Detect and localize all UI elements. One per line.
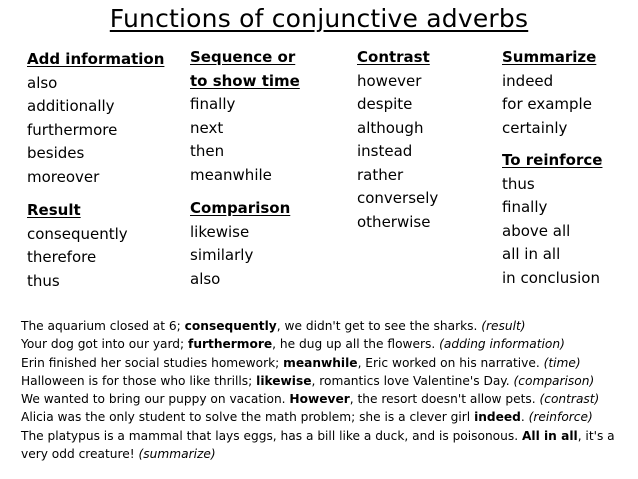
adverb-item: consequently bbox=[27, 224, 128, 243]
adverb-item: above all bbox=[502, 221, 571, 240]
heading-result: Result bbox=[27, 201, 81, 219]
heading-comparison: Comparison bbox=[190, 199, 291, 217]
adverb-item: next bbox=[190, 118, 224, 137]
page-title: Functions of conjunctive adverbs bbox=[109, 4, 529, 33]
adverb-item: also bbox=[27, 73, 58, 92]
example-line: The aquarium closed at 6; consequently, we didn't get to see the sharks. (result) bbox=[21, 319, 526, 333]
adverb-item: furthermore bbox=[27, 120, 118, 139]
adverb-item: otherwise bbox=[357, 212, 431, 231]
heading-contrast: Contrast bbox=[357, 48, 430, 66]
adverb-item: similarly bbox=[190, 246, 254, 264]
column-sequence-comparison bbox=[190, 46, 300, 291]
adverb-item: in conclusion bbox=[502, 268, 600, 287]
adverb-item: certainly bbox=[502, 118, 568, 137]
adverb-item: also bbox=[190, 269, 221, 288]
heading-to-reinforce: To reinforce bbox=[502, 151, 603, 169]
adverb-item: likewise bbox=[190, 222, 250, 241]
column-add-result bbox=[27, 48, 164, 293]
column-contrast bbox=[357, 46, 438, 234]
adverb-item: for example bbox=[502, 95, 592, 113]
example-line: The platypus is a mammal that lays eggs, has a bill like a duck, and is poisonous. All in all, it's a bbox=[21, 428, 615, 443]
adverb-item: although bbox=[357, 118, 424, 137]
adverb-item: moreover bbox=[27, 167, 100, 186]
adverb-item: however bbox=[357, 71, 422, 90]
adverb-item: meanwhile bbox=[190, 165, 272, 184]
adverb-item: additionally bbox=[27, 97, 115, 115]
heading-add-information: Add information bbox=[27, 50, 165, 68]
example-line: We wanted to bring our puppy on vacation. However, the resort doesn't allow pets. (contrast) bbox=[21, 392, 600, 407]
adverb-item: besides bbox=[27, 144, 85, 162]
adverb-item: thus bbox=[27, 271, 60, 290]
example-line: very odd creature! (summarize) bbox=[21, 447, 216, 462]
example-line: Halloween is for those who like thrills; likewise, romantics love Valentine's Day. (comparison) bbox=[21, 373, 595, 388]
example-line: Your dog got into our yard; furthermore, he dug up all the flowers. (adding information) bbox=[21, 337, 565, 352]
adverb-item: conversely bbox=[357, 189, 439, 207]
adverb-item: finally bbox=[502, 198, 548, 216]
adverb-item: therefore bbox=[27, 248, 97, 266]
heading-summarize: Summarize bbox=[502, 48, 597, 66]
example-sentences bbox=[21, 317, 633, 463]
adverb-item: thus bbox=[502, 174, 535, 193]
adverb-item: indeed bbox=[502, 71, 554, 90]
adverb-item: despite bbox=[357, 95, 413, 113]
example-line: Erin finished her social studies homework; meanwhile, Eric worked on his narrative. (time) bbox=[21, 355, 581, 370]
column-summarize-reinforce bbox=[502, 46, 602, 290]
adverb-item: rather bbox=[357, 165, 404, 184]
adverb-item: then bbox=[190, 142, 225, 160]
heading-sequence-line-2: to show time bbox=[190, 71, 300, 90]
heading-sequence-line-1: Sequence or bbox=[190, 48, 296, 66]
example-line: Alicia was the only student to solve the math problem; she is a clever girl indeed. (reinforce) bbox=[21, 410, 593, 425]
adverb-item: finally bbox=[190, 95, 236, 113]
adverb-item: instead bbox=[357, 142, 413, 160]
adverb-item: all in all bbox=[502, 245, 561, 263]
